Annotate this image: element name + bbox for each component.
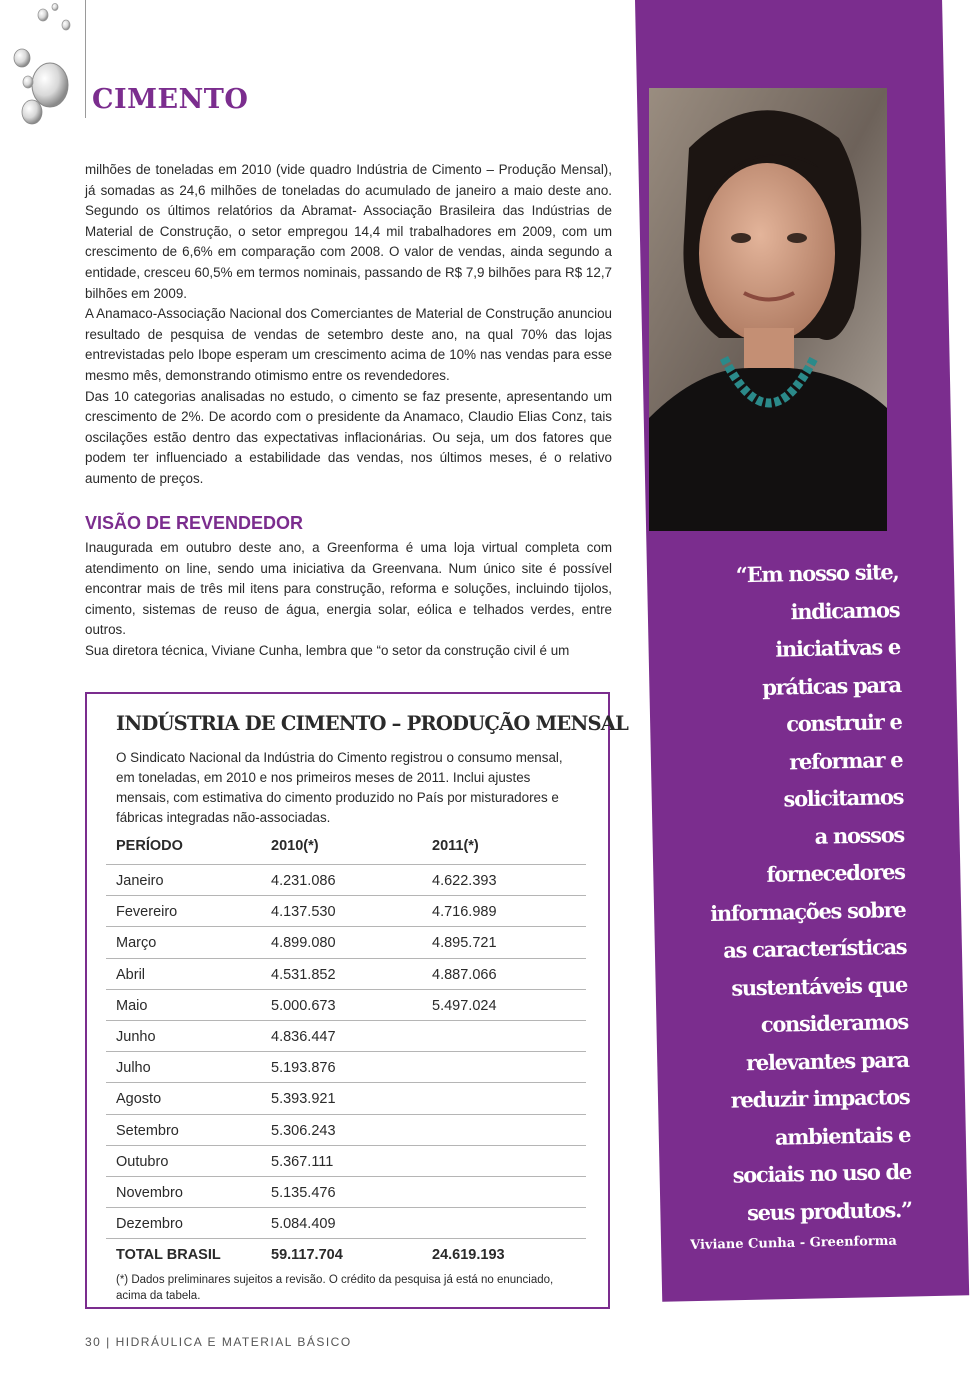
table-row (106, 1114, 586, 1145)
quote-line: seus produtos.” (746, 1196, 912, 1225)
period-cell: Janeiro (116, 873, 164, 889)
quote-line: as características (723, 933, 907, 963)
quote-line: relevantes para (745, 1046, 909, 1075)
quote-line: práticas para (761, 671, 902, 700)
paragraph: A Anamaco-Associação Nacional dos Comerciantes de Material de Construção anunciou resultado de pesquisa de vendas de setembro deste ano, na qual 70% das lojas entrevistadas pelo Ibope esperam um crescimento acima de 10% nas vendas para esse mesmo mês, demonstrando otimismo entre os revendedores. (85, 306, 612, 383)
value-2010-cell: 4.231.086 (271, 873, 336, 889)
production-table-box (85, 692, 628, 1309)
value-2010-cell: 5.084.409 (271, 1216, 336, 1233)
total-2011: 24.619.193 (432, 1247, 505, 1264)
article-body (85, 160, 612, 490)
paragraph: Sua diretora técnica, Viviane Cunha, lembra que “o setor da construção civil é um (85, 642, 570, 658)
period-cell: Julho (116, 1060, 151, 1077)
quote-line: reformar e (788, 746, 903, 774)
total-2010: 59.117.704 (271, 1247, 343, 1264)
quote-line: iniciativas e (775, 633, 901, 662)
total-label: TOTAL BRASIL (116, 1247, 221, 1264)
quote-line: construir e (785, 708, 902, 737)
value-2011-cell: 4.895.721 (432, 935, 497, 952)
period-cell: Março (116, 935, 157, 952)
table-intro: O Sindicato Nacional da Indústria do Cimento registrou o consumo mensal, em toneladas, em 2010 e nos primeiros meses de 2011. Inclui ajustes mensais, com estimativa do cimento produzido no País por misturadores e fábricas integradas não-associadas. (116, 750, 563, 825)
quote-line: reduzir impactos (730, 1083, 910, 1113)
quote-line: a nossos (814, 821, 905, 849)
value-2011-cell: 4.887.066 (432, 966, 497, 983)
subhead-body (85, 538, 612, 662)
value-2011-cell: 4.716.989 (432, 904, 497, 921)
quote-line: fornecedores (766, 858, 905, 887)
quote-line: consideramos (760, 1008, 909, 1037)
value-2010-cell: 5.306.243 (271, 1122, 336, 1139)
value-2010-cell: 4.531.852 (271, 966, 336, 983)
period-cell: Agosto (116, 1091, 162, 1108)
value-2011-cell: 4.622.393 (432, 873, 497, 889)
table-row (106, 958, 586, 989)
header-period: PERÍODO (116, 838, 183, 854)
paragraph: Das 10 categorias analisadas no estudo, o cimento se faz presente, apresentando um crescimento de 2%. De acordo com o presidente da Anamaco, Claudio Elias Conz, tais oscilações estão dentro das expectativas inflacionárias. Ou seja, um dos fatores que podem ter influenciado a estabilidade das vendas, nos últimos meses, é o relativo aumento de preços. (85, 388, 612, 486)
value-2010-cell: 5.135.476 (271, 1184, 336, 1201)
period-cell: Dezembro (116, 1216, 183, 1233)
subhead: VISÃO DE REVENDEDOR (85, 513, 304, 533)
period-cell: Fevereiro (116, 904, 178, 921)
period-cell: Novembro (116, 1184, 183, 1201)
table-title: INDÚSTRIA DE CIMENTO – PRODUÇÃO MENSAL (116, 712, 628, 735)
value-2010-cell: 5.393.921 (271, 1091, 336, 1108)
table-row (106, 1145, 586, 1176)
period-cell: Maio (116, 997, 148, 1014)
table-row (106, 1082, 586, 1113)
period-cell: Setembro (116, 1122, 179, 1139)
table-row (106, 864, 586, 895)
quote-line: sustentáveis que (731, 971, 908, 1001)
pull-quote (648, 553, 912, 1233)
period-cell: Abril (116, 966, 146, 983)
table-note: (*) Dados preliminares sujeitos a revisão. O crédito da pesquisa já está no enunciado, acima da tabela. (116, 1274, 554, 1302)
water-drops-decoration (0, 0, 90, 140)
quote-line: sociais no uso de (732, 1158, 912, 1188)
quote-line: “Em nosso site, (735, 558, 899, 588)
quote-line: indicamos (790, 596, 900, 624)
section-title: CIMENTO (92, 84, 249, 115)
value-2011-cell: 5.497.024 (432, 997, 497, 1014)
header-2011: 2011(*) (432, 838, 479, 854)
period-cell: Outubro (116, 1153, 169, 1170)
table-row (106, 895, 586, 926)
header-2010: 2010(*) (271, 838, 319, 854)
quote-line: informações sobre (709, 896, 906, 926)
table-row (106, 1207, 586, 1238)
table-header (106, 830, 586, 862)
table-row (106, 1051, 586, 1082)
table-total-row (106, 1238, 586, 1269)
value-2010-cell: 5.367.111 (271, 1153, 334, 1170)
quote-line: ambientais e (774, 1121, 911, 1150)
table-row (106, 1176, 586, 1207)
quote-line: solicitamos (783, 783, 904, 812)
table-row (106, 926, 586, 957)
portrait-photo (649, 88, 887, 531)
value-2010-cell: 5.000.673 (271, 997, 336, 1014)
value-2010-cell: 4.836.447 (271, 1028, 336, 1045)
period-cell: Junho (116, 1028, 156, 1045)
table-row (106, 989, 586, 1020)
table-row (106, 1020, 586, 1051)
value-2010-cell: 5.193.876 (271, 1060, 336, 1077)
value-2010-cell: 4.137.530 (271, 904, 336, 921)
page-footer: 30 | HIDRÁULICA E MATERIAL BÁSICO (85, 1335, 352, 1349)
paragraph: Inaugurada em outubro deste ano, a Greenforma é uma loja virtual completa com atendimento on line, sendo uma iniciativa da Greenvana. Num único site é possível encontrar mais de três mil itens para construção, reforma e soluções, incluindo tijolos, cimento, sistemas de reuso de água, energia solar, eólica e telhados verdes, entre outros. (85, 540, 612, 638)
title-divider (85, 0, 86, 118)
table-body (106, 864, 586, 1269)
value-2010-cell: 4.899.080 (271, 935, 336, 952)
paragraph: milhões de toneladas em 2010 (vide quadro Indústria de Cimento – Produção Mensal), já somadas as 24,6 milhões de toneladas do acumulado de janeiro a maio deste ano. Segundo os últimos relatórios da Abramat- Associação Brasileira das Indústrias de Material de Construção, o setor empregou 14,4 mil trabalhadores em 2009, com um crescimento de 6,6% em comparação com 2008. O valor de vendas, ainda segundo a entidade, cresceu 60,5% em termos nominais, passando de R$ 7,9 bilhões para R$ 12,7 bilhões em 2009. (85, 162, 612, 301)
quote-author: Viviane Cunha - Greenforma (690, 1233, 898, 1253)
